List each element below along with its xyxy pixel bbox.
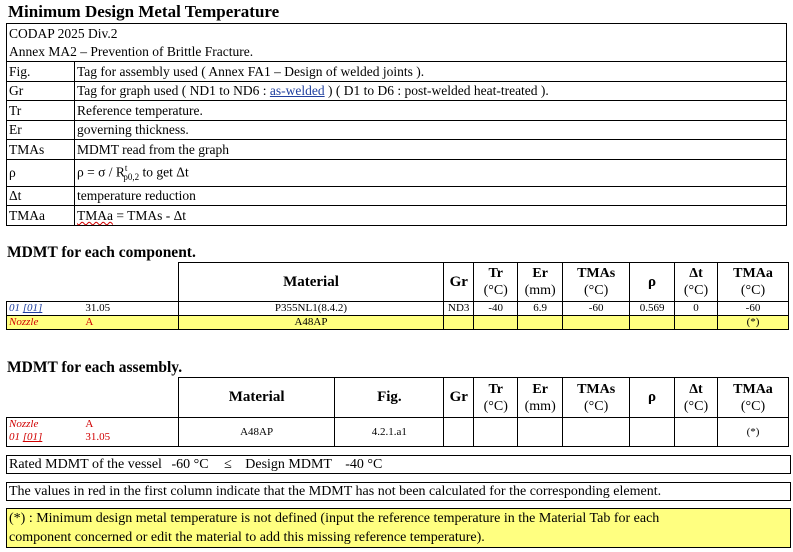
tmas-label: TMAs [577,266,616,281]
red-values-note: The values in red in the first column indicate that the MDMT has not been calculated for the corresponding element. [6,482,791,501]
assembly-tmaa: (*) [717,418,788,447]
assembly-tmas [563,418,630,447]
assembly-fig: 4.2.1.a1 [335,418,444,447]
legend-row [7,120,787,140]
table-row [7,302,789,316]
assembly-gr [444,418,474,447]
legend-text: Tag for assembly used ( Annex FA1 – Design of welded joints ). [75,62,787,82]
component-rho: 0.569 [630,302,675,316]
assembly-tag2: 01 [9,431,20,443]
legend-key: Δt [7,186,75,206]
dt-unit: (°C) [683,398,709,414]
legend-row [7,101,787,121]
legend-row [7,62,787,82]
component-material: A48AP [178,316,444,330]
legend-text: governing thickness. [75,120,787,140]
assembly-table [6,377,789,447]
component-id: 31.05 [83,302,178,316]
tmaa-unit: (°C) [740,398,766,414]
dt-header [675,263,718,302]
tmaa-label: TMAa [733,266,773,281]
rated-mdmt-box [6,455,791,474]
legend-key: TMAs [7,140,75,160]
component-er: 6.9 [518,302,563,316]
rated-value: -60 °C [171,457,209,472]
legend-text-part: to get Δt [139,164,189,179]
component-dt: 0 [675,302,718,316]
assembly-heading: MDMT for each assembly. [7,359,183,376]
assembly-tr [474,418,518,447]
undefined-mdmt-note [6,508,791,548]
dt-label: Δt [689,381,703,397]
legend-text-part: = TMAs - Δt [113,207,187,223]
table-row [7,316,789,330]
assembly-tag [7,418,84,447]
legend-text [75,159,787,186]
tmaa-label: TMAa [733,381,773,397]
component-table [6,262,789,330]
legend-text: Reference temperature. [75,101,787,121]
component-material: P355NL1(8.4.2) [178,302,444,316]
assembly-er [518,418,563,447]
page-title: Minimum Design Metal Temperature [8,2,280,21]
tmas-unit: (°C) [583,283,609,298]
component-tmaa: (*) [718,316,789,330]
fig-header: Fig. [335,378,444,418]
component-tag [7,302,84,316]
legend-text-part: TMAa [77,207,113,223]
component-tr [474,316,518,330]
component-rho [630,316,675,330]
dt-unit: (°C) [683,283,709,298]
tmaa-header [718,263,789,302]
tr-unit: (°C) [483,283,508,298]
er-header [518,378,563,418]
component-heading: MDMT for each component. [7,244,196,261]
er-unit: (mm) [524,283,556,298]
tmaa-header [717,378,788,418]
legend-sub: p0,2 [123,171,140,182]
component-tag-label: 01 [9,302,20,314]
component-gr: ND3 [444,302,474,316]
component-gr [444,316,474,330]
legend-key: ρ [7,159,75,186]
blank-header [7,263,84,302]
assembly-rho [630,418,675,447]
design-value: -40 °C [345,457,383,472]
rho-header: ρ [630,378,675,418]
rated-label: Rated MDMT of the vessel [9,457,162,472]
gr-header: Gr [444,263,474,302]
assembly-dt [675,418,718,447]
component-ref-link[interactable]: [01] [22,302,43,314]
legend-text [75,206,787,226]
legend-header-line1: CODAP 2025 Div.2 [7,24,787,43]
component-tmaa: -60 [718,302,789,316]
design-label: Design MDMT [245,457,332,472]
legend-row [7,206,787,226]
legend-key: Fig. [7,62,75,82]
legend-key: Gr [7,81,75,101]
legend-row [7,140,787,160]
blank-header [7,378,84,418]
component-dt [675,316,718,330]
note-line: (*) : Minimum design metal temperature is not defined (input the reference temperature in the Material Tab for each [9,511,660,526]
legend-text-part: Tag for graph used ( ND1 to ND6 : [77,83,270,99]
legend-text-part: ρ = σ / R [77,164,125,179]
legend-sup: t [124,162,128,173]
blank-header [83,378,178,418]
assembly-ref-link[interactable]: [01] [22,431,43,443]
legend-table [6,23,787,226]
component-er [518,316,563,330]
tmaa-unit: (°C) [740,283,766,298]
tr-header [474,378,518,418]
assembly-tag1: Nozzle [9,418,39,430]
legend-row [7,186,787,206]
tmas-header [563,263,630,302]
tr-header [474,263,518,302]
rho-header: ρ [630,263,675,302]
material-header: Material [178,378,335,418]
legend-text: MDMT read from the graph [75,140,787,160]
assembly-id1: A [85,418,94,430]
tmas-header [563,378,630,418]
legend-text: temperature reduction [75,186,787,206]
er-label: Er [532,266,548,281]
rated-operator: ≤ [224,457,232,472]
tr-label: Tr [488,266,503,281]
assembly-id [83,418,178,447]
tr-unit: (°C) [483,398,508,414]
material-header: Material [178,263,444,302]
er-unit: (mm) [524,398,556,414]
table-row [7,418,789,447]
legend-key: Er [7,120,75,140]
legend-key: Tr [7,101,75,121]
blank-header [83,263,178,302]
as-welded-link[interactable]: as-welded [269,83,325,99]
dt-label: Δt [689,266,703,281]
legend-row [7,81,787,101]
dt-header [675,378,718,418]
legend-row [7,159,787,186]
tmas-label: TMAs [577,381,616,397]
component-tag: Nozzle [7,316,84,330]
legend-header-line2: Annex MA2 – Prevention of Brittle Fracture. [7,43,787,62]
tr-label: Tr [488,381,503,397]
note-line: component concerned or edit the material to add this missing reference temperature). [9,530,485,545]
component-id: A [83,316,178,330]
legend-text [75,81,787,101]
assembly-material: A48AP [178,418,335,447]
tmas-unit: (°C) [584,398,609,414]
legend-text-part: ) ( D1 to D6 : post-welded heat-treated ). [324,83,549,99]
component-tmas: -60 [563,302,630,316]
component-tr: -40 [474,302,518,316]
legend-key: TMAa [7,206,75,226]
component-tmas [563,316,630,330]
gr-header: Gr [444,378,474,418]
assembly-id2: 31.05 [85,431,111,443]
er-label: Er [532,381,548,397]
er-header [518,263,563,302]
